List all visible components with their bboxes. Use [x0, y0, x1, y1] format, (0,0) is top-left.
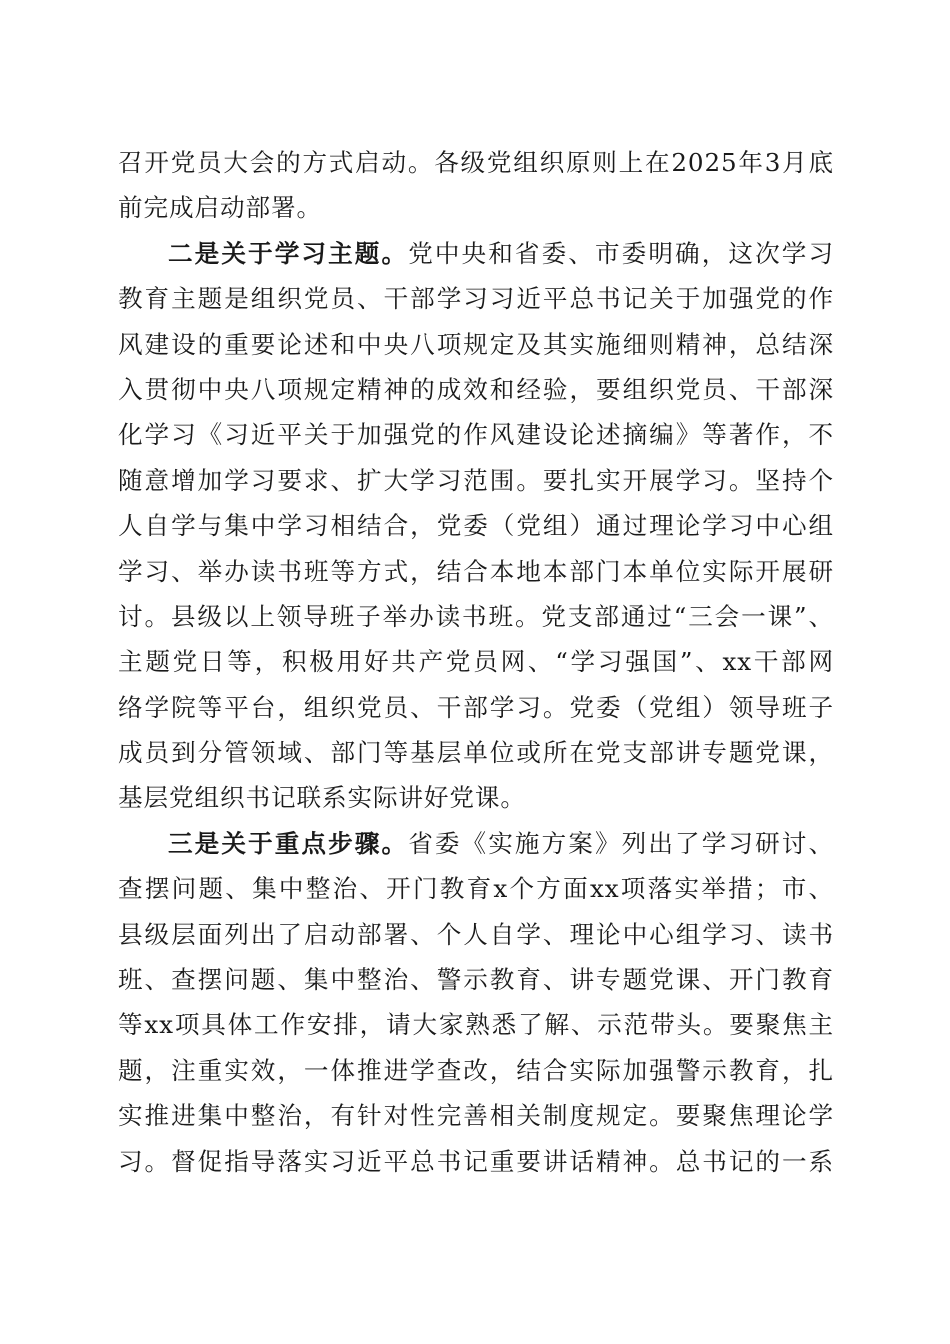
text-line: 班、查摆问题、集中整治、警示教育、讲专题党课、开门教育	[118, 965, 834, 995]
text-line: 召开党员大会的方式启动。各级党组织原则上在2025年3月底	[118, 148, 834, 177]
text-line: 县级层面列出了启动部署、个人自学、理论中心组学习、读书	[118, 919, 834, 949]
text-line: 查摆问题、集中整治、开门教育x个方面xx项落实举措；市、	[118, 874, 834, 904]
text-line: 教育主题是组织党员、干部学习习近平总书记关于加强党的作	[118, 284, 834, 314]
text-line: 基层党组织书记联系实际讲好党课。	[118, 783, 526, 813]
paragraph-lead: 三是关于重点步骤。	[168, 828, 409, 858]
text-line: 实推进集中整治，有针对性完善相关制度规定。要聚焦理论学	[118, 1101, 834, 1131]
text-run: 省委《实施方案》列出了学习研讨、	[408, 828, 834, 858]
text-line: 习。督促指导落实习近平总书记重要讲话精神。总书记的一系	[118, 1146, 834, 1176]
paragraph-2	[118, 231, 834, 821]
text-line	[118, 231, 834, 276]
text-line: 络学院等平台，组织党员、干部学习。党委（党组）领导班子	[118, 692, 834, 722]
text-line: 学习、举办读书班等方式，结合本地本部门本单位实际开展研	[118, 556, 834, 586]
document-body	[118, 140, 834, 1184]
paragraph-3	[118, 821, 834, 1184]
paragraph-lead: 二是关于学习主题。	[168, 238, 409, 268]
text-run: 党中央和省委、市委明确，这次学习	[408, 238, 834, 268]
text-line: 前完成启动部署。	[118, 193, 322, 223]
text-line: 风建设的重要论述和中央八项规定及其实施细则精神，总结深	[118, 329, 834, 359]
text-line: 等xx项具体工作安排，请大家熟悉了解、示范带头。要聚焦主	[118, 1010, 834, 1040]
paragraph-1	[118, 140, 834, 231]
text-line: 成员到分管领域、部门等基层单位或所在党支部讲专题党课，	[118, 738, 834, 768]
text-line: 随意增加学习要求、扩大学习范围。要扎实开展学习。坚持个	[118, 465, 834, 495]
text-line: 讨。县级以上领导班子举办读书班。党支部通过“三会一课”、	[118, 601, 834, 631]
text-line: 入贯彻中央八项规定精神的成效和经验，要组织党员、干部深	[118, 374, 834, 404]
text-line: 化学习《习近平关于加强党的作风建设论述摘编》等著作，不	[118, 420, 834, 450]
text-line	[118, 821, 834, 866]
text-line: 题，注重实效，一体推进学查改，结合实际加强警示教育，扎	[118, 1055, 834, 1085]
text-line: 人自学与集中学习相结合，党委（党组）通过理论学习中心组	[118, 511, 834, 541]
text-line: 主题党日等，积极用好共产党员网、“学习强国”、xx干部网	[118, 647, 834, 677]
